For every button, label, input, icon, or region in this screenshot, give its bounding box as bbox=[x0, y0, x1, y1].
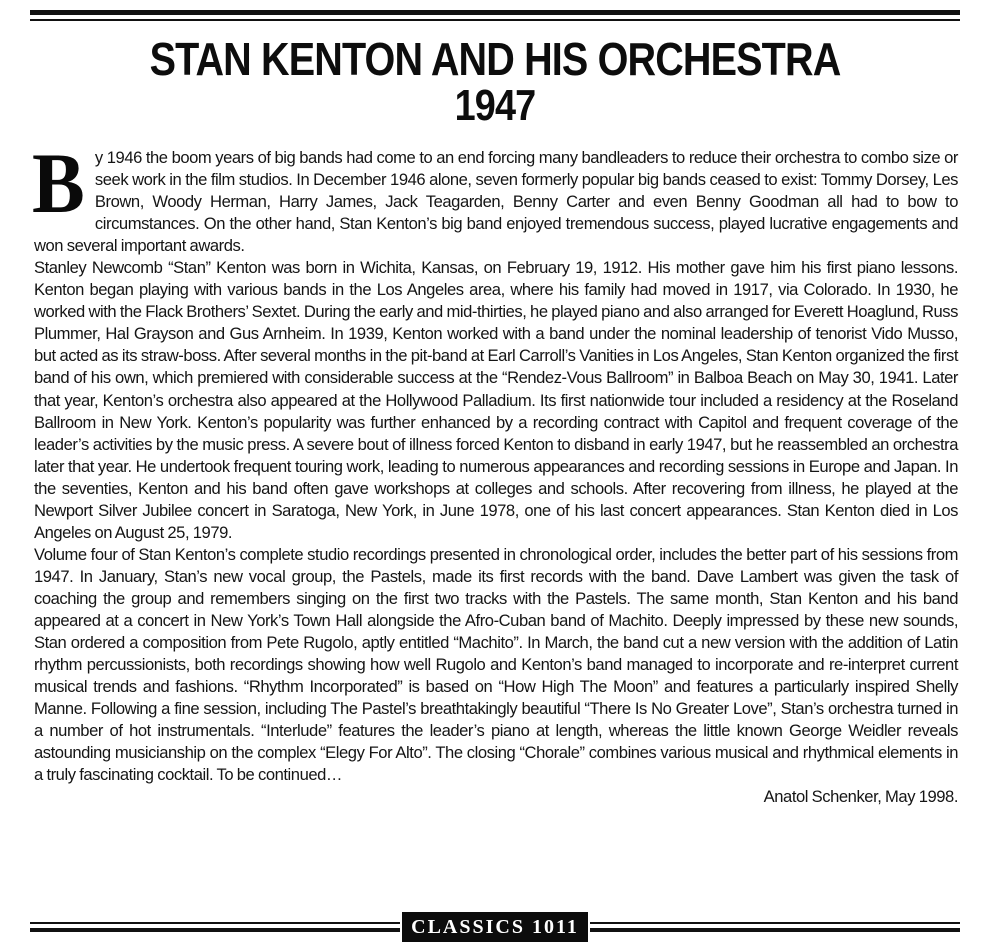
paragraph-3: Volume four of Stan Kenton’s complete studio recordings presented in chronological order, includes the better part of his sessions from 1947. In January, Stan’s new vocal group, the Pastels, made its first records with the band. Dave Lambert was given the task of coaching the group and remembers singing on the first two tracks with the Pastels. The same month, Stan Kenton and his band appeared at a concert in New York’s Town Hall alongside the Afro-Cuban band of Machito. Deeply impressed by these new sounds, Stan ordered a composition from Pete Rugolo, aptly entitled “Machito”. In March, the band cut a new version with the addition of Latin rhythm percussionists, both recordings showing how well Rugolo and Kenton’s band managed to incorporate and re-interpret current musical trends and fashions. “Rhythm Incorporated” is based on “How High The Moon” and features a particularly inspired Shelly Manne. Following a fine session, including The Pastel’s breathtakingly beautiful “There Is No Greater Love”, Stan’s orchestra turned in a number of hot instrumentals. “Interlude” features the leader’s piano at length, whereas the little known George Weidler reveals astounding musicianship on the complex “Elegy For Alto”. The closing “Chorale” combines various musical and rhythmical elements in a truly fascinating cocktail. To be continued… bbox=[34, 544, 958, 785]
footer-rule-left-thin bbox=[30, 922, 400, 924]
catalog-label: CLASSICS 1011 bbox=[402, 912, 588, 942]
footer bbox=[30, 912, 960, 942]
paragraph-1-text: y 1946 the boom years of big bands had come to an end forcing many bandleaders to reduce their orchestra to combo size or seek work in the film studios. In December 1946 alone, seven formerly popular big bands ceased to exist: Tommy Dorsey, Les Brown, Woody Herman, Harry James, Jack Teagarden, Benny Carter and even Benny Goodman all had to bow to circumstances. On the other hand, Stan Kenton’s big band enjoyed tremendous success, played lucrative engagements and won several important awards. bbox=[34, 148, 958, 256]
drop-cap: B bbox=[32, 135, 85, 231]
footer-rule-right-thick bbox=[590, 928, 960, 932]
article-body bbox=[32, 135, 958, 808]
paragraph-2: Stanley Newcomb “Stan” Kenton was born in Wichita, Kansas, on February 19, 1912. His mother gave him his first piano lessons. Kenton began playing with various bands in the Los Angeles area, where his family had moved in 1917, via Colorado. In 1930, he worked with the Flack Brothers’ Sextet. During the early and mid-thirties, he played piano and also arranged for Everett Hoaglund, Russ Plummer, Hal Grayson and Gus Arnheim. In 1939, Kenton worked with a band under the nominal leadership of tenorist Vido Musso, but acted as its straw-boss. After several months in the pit-band at Earl Carroll’s Vanities in Los Angeles, Stan Kenton organized the first band of his own, which premiered with considerable success at the “Rendez-Vous Ballroom” in Balboa Beach on May 30, 1941. Later that year, Kenton’s orchestra also appeared at the Hollywood Palladium. Its first nationwide tour included a residency at the Roseland Ballroom in New York. Kenton’s popularity was further enhanced by a recording contract with Capitol and frequent coverage of the leader’s activities by the music press. A severe bout of illness forced Kenton to disband in early 1947, but he reassembled an orchestra later that year. He undertook frequent touring work, leading to numerous appearances and recording sessions in Europe and Japan. In the seventies, Kenton and his band often gave workshops at colleges and schools. After recovering from illness, he played at the Newport Silver Jubilee concert in Saratoga, New York, in June 1978, one of his last concert appearances. Stan Kenton died in Los Angeles on August 25, 1979. bbox=[34, 258, 958, 542]
footer-rule-right-thin bbox=[590, 922, 960, 924]
top-rule-thick bbox=[30, 10, 960, 15]
paragraph-1 bbox=[32, 135, 958, 257]
footer-rule-left-thick bbox=[30, 928, 400, 932]
page-subtitle-year: 1947 bbox=[454, 81, 536, 130]
page-title: STAN KENTON AND HIS ORCHESTRA bbox=[149, 33, 841, 85]
top-rule-thin bbox=[30, 19, 960, 21]
author-signature: Anatol Schenker, May 1998. bbox=[763, 787, 958, 807]
